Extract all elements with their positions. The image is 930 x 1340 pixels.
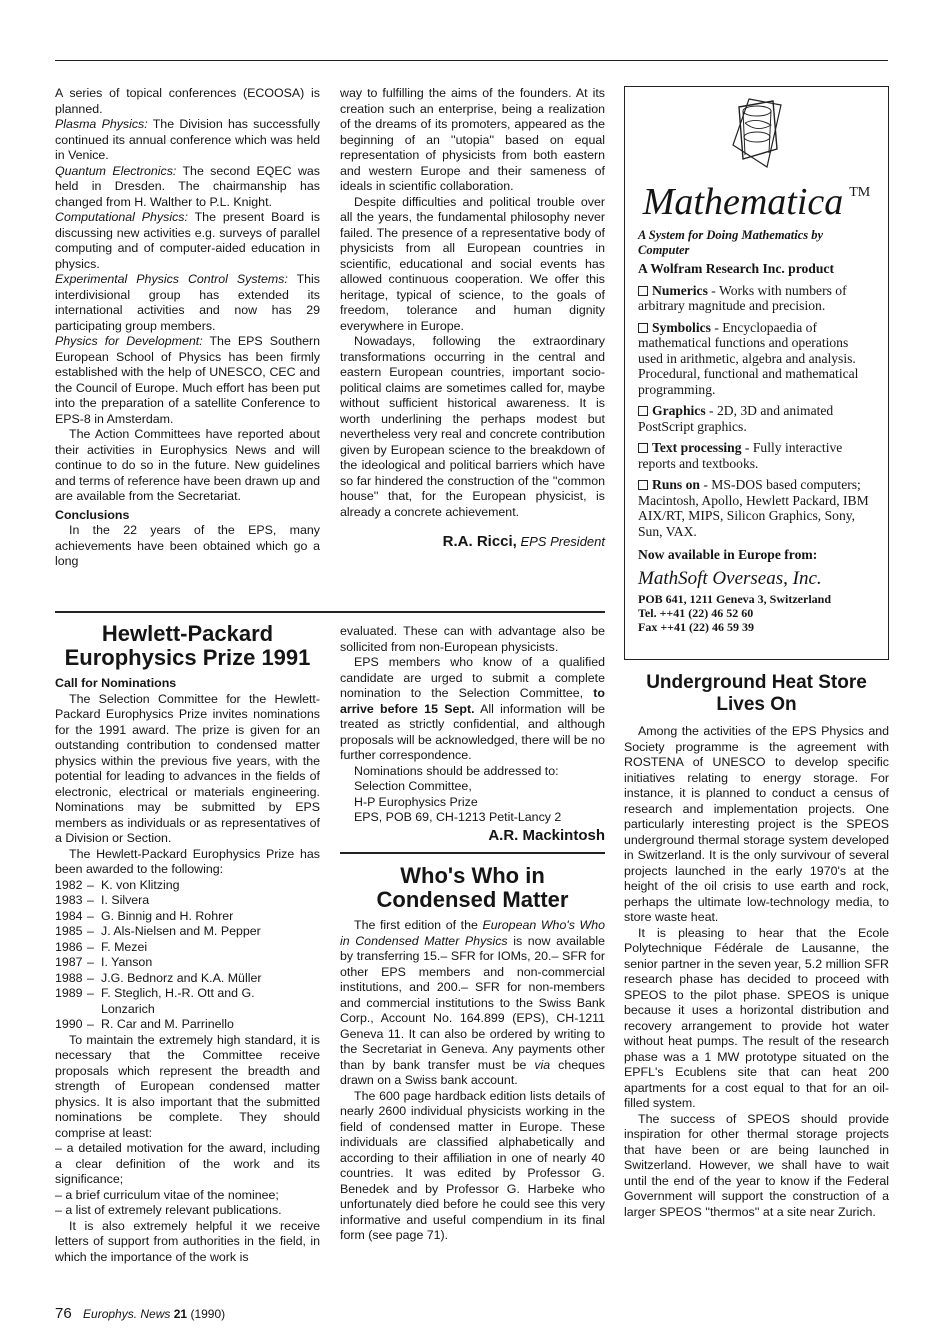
hp-c2-para-2: [340, 655, 605, 764]
address-line: EPS, POB 69, CH-1213 Petit-Lancy 2: [354, 810, 562, 824]
division-plasma: [55, 117, 320, 164]
feature-numerics: [638, 283, 875, 314]
deadline-text: to arrive before 15 Sept.: [340, 686, 605, 716]
checkbox-icon: [638, 323, 648, 333]
division-title: Experimental Physics Control Systems:: [55, 272, 288, 286]
award-row: 1985 – J. Als-Nielsen and M. Pepper: [55, 924, 261, 938]
underground-para: Among the activities of the EPS Physics and Society programme is the agreement with ROSTENA of UNESCO to develop specific initiatives relating to energy storage. For instance, it is planned to conduct a census of research and implementation projects. One particularly interesting project is the SPEOS underground thermal storage system developed in Switzerland. It is the only survivour of several projects launched in the early 1970's at the height of the oil crisis to use earth and rock, perhaps the ultimate low-technology media, to store waste heat.: [624, 724, 889, 924]
signature-name: R.A. Ricci,: [442, 533, 517, 550]
address-line: H-P Europhysics Prize: [354, 794, 478, 809]
polyhedron-logo-icon: [727, 97, 787, 171]
ad-fax: Fax ++41 (22) 46 59 39: [638, 620, 754, 634]
journal-year: (1990): [190, 1307, 226, 1321]
ad-company: A Wolfram Research Inc. product: [638, 261, 834, 276]
nomination-text: EPS members who know of a qualified candidate are urged to submit a complete nomination to the Selection Committee,: [340, 655, 605, 700]
brand-name: Mathematica: [642, 181, 844, 223]
feature-text: - MS-DOS based computers; Macintosh, Apollo, Hewlett Packard, IBM AIX/RT, MIPS, Silicon Graphics, Sony, Sun, VAX.: [638, 477, 869, 539]
underground-para: The success of SPEOS should provide inspiration for other thermal storage projects that have been or are being launched in Switzerland. However, we shall have to wait until the end of the year to know if the Federal Government will support the construction of a larger SPEOS ''thermos'' at a site near Zurich.: [624, 1111, 889, 1219]
ad-contact: [638, 592, 875, 634]
award-year: 1986: [55, 939, 83, 954]
whos-who-title: Who's Who in Condensed Matter: [376, 863, 569, 912]
president-para-1: way to fulfilling the aims of the founders. At its creation such an enterprise, being a realization of the dreams of its promoters, appeared as the beginning of an ''utopia'' based on equal representation of physicists from both eastern and western Europe and their sameness of ideals in scientific collaboration.: [340, 86, 605, 193]
feature-name: Symbolics: [652, 319, 711, 335]
hp-prize-title: Hewlett-Packard Europhysics Prize 1991: [64, 621, 311, 670]
award-year: 1984: [55, 908, 83, 923]
checkbox-icon: [638, 406, 648, 416]
hp-list-item: – a list of extremely relevant publications.: [55, 1203, 282, 1217]
underground-column: [624, 672, 889, 1220]
confidential-text: All information will be treated as strictly confidential, and although proposals will be acknowledged, there will be no further correspondence.: [340, 701, 606, 762]
hp-para-3: To maintain the extremely high standard, it is necessary that the Committee receive proposals which represent the breadth and strength of European condensed matter physics. It is also important that the submitted nominations be complete. They should comprise at least:: [55, 1032, 320, 1140]
division-computational: [55, 210, 320, 272]
division-text: The EPS Southern European School of Physics has been firmly established with the help of UNESCO, CEC and the Council of Europe. Much effort has been put into the preparation of a satellite Conference to EPS-8 in Amsterdam.: [55, 334, 320, 426]
hp-para-2: The Hewlett-Packard Europhysics Prize has been awarded to the following:: [55, 846, 320, 876]
award-name: J.G. Bednorz and K.A. Müller: [101, 970, 262, 985]
feature-text: - Works with numbers of arbitrary magnitude and precision.: [638, 282, 847, 313]
conclusions-heading: Conclusions: [55, 507, 130, 522]
feature-extra: Procedural, functional and mathematical programming.: [638, 366, 859, 397]
column-1-top: [55, 86, 320, 570]
column-2-top: [340, 86, 605, 550]
feature-symbolics: [638, 320, 875, 398]
president-para-2: Despite difficulties and political trouble over all the years, the fundamental philosophy never failed. The presence of a representative body of physicists from all European countries in scientific, educational and social events has allowed continuous cooperation. We offer this heritage, typical of science, to the goals of freedom, tolerance and human dignity everywhere in Europe.: [340, 194, 605, 333]
feature-name: Runs on: [652, 477, 700, 492]
whos-who-column: [340, 864, 605, 1244]
mathematica-ad: [624, 86, 889, 660]
feature-runs-on: [638, 477, 875, 539]
ad-telephone: Tel. ++41 (22) 46 52 60: [638, 606, 754, 620]
text-run: cheques drawn on a Swiss bank account.: [340, 1057, 605, 1087]
trademark: TM: [849, 185, 871, 200]
checkbox-icon: [638, 443, 648, 453]
text-run: The first edition of the: [354, 918, 483, 932]
award-year: 1985: [55, 924, 83, 938]
top-rule: [55, 60, 888, 61]
award-row: 1989 – F. Steglich, H.-R. Ott and G. Lonzarich: [55, 986, 320, 1017]
award-name: J. Als-Nielsen and M. Pepper: [101, 924, 261, 938]
award-row: 1990 – R. Car and M. Parrinello: [55, 1017, 234, 1031]
address-line: Selection Committee,: [354, 779, 472, 793]
division-text: The present Board is discussing new activities e.g. surveys of parallel computing and of computer-aided education in physics.: [55, 210, 320, 271]
award-name: F. Mezei: [101, 939, 148, 954]
checkbox-icon: [638, 480, 648, 490]
whos-who-para-2: The 600 page hardback edition lists details of nearly 2600 individual physicists working in the field of condensed matter in Europe. These individuals are classified alphabetically and according to their affiliation in one of nearly 40 countries. It was edited by Professor G. Benedek and by Professor G. Harbeke who unfortunately died before he could see this very informative and useful compendium in its final form (see page 71).: [340, 1088, 605, 1242]
division-title: Computational Physics:: [55, 210, 188, 224]
text-run: via: [534, 1057, 551, 1072]
hp-para-1: The Selection Committee for the Hewlett-Packard Europhysics Prize invites nominations for the 1991 award. The prize is given for an outstanding contribution to condensed matter physics within the previous five years, with the potential for leading to advances in the fields of electronic, electrical or materials engineering. Nominations may be submitted by EPS members as individuals or as representatives of a Division or Section.: [55, 691, 320, 845]
division-title: Plasma Physics:: [55, 117, 148, 131]
ad-distributor: MathSoft Overseas, Inc.: [638, 567, 822, 589]
division-text: The Division has successfully continued its annual conference which was held in Venice.: [55, 117, 320, 162]
signature-role: EPS President: [516, 534, 605, 549]
division-text: The second EQEC was held in Dresden. The chairmanship has changed from H. Walther to P.L. Knight.: [55, 163, 320, 209]
award-name: F. Steglich, H.-R. Ott and G. Lonzarich: [101, 986, 255, 1016]
award-row: 1984 – G. Binnig and H. Rohrer: [55, 908, 234, 923]
award-name: G. Binnig and H. Rohrer: [101, 908, 234, 923]
book-title: European Who's Who in Condensed Matter Physics: [340, 918, 605, 948]
award-name: I. Yanson: [101, 955, 153, 969]
awards-list: [55, 878, 320, 1033]
award-row: 1986 – F. Mezei: [55, 939, 148, 954]
ecoosa-text: A series of topical conferences (ECOOSA) is planned.: [55, 86, 320, 116]
address-lead: Nominations should be addressed to:: [354, 763, 559, 778]
award-row: 1987 – I. Yanson: [55, 955, 153, 969]
page-footer: [55, 1305, 225, 1322]
award-year: 1988: [55, 970, 83, 985]
feature-text: - Encyclopaedia of mathematical functions and operations used in arithmetic, algebra and analysis.: [638, 319, 856, 366]
feature-text: - Fully interactive reports and textbooks.: [638, 440, 843, 471]
president-signature: [340, 534, 605, 550]
award-year: 1982: [55, 877, 83, 892]
page-number: 76: [55, 1305, 72, 1322]
action-committees-text: The Action Committees have reported about their activities in Europhysics News and will continue to do so in the future. New guidelines and terms of reference have been drawn up and are available from the Secretariat.: [55, 427, 320, 503]
hp-signature: A.R. Mackintosh: [488, 826, 605, 844]
whos-who-para-1: [340, 918, 605, 1089]
award-row: 1983 – I. Silvera: [55, 893, 150, 907]
hp-prize-column-1: [55, 622, 320, 1265]
award-row: 1982 – K. von Klitzing: [55, 877, 180, 892]
award-year: 1990: [55, 1017, 83, 1031]
ad-availability: Now available in Europe from:: [638, 547, 818, 562]
division-quantum: [55, 164, 320, 211]
section-divider: [55, 611, 605, 613]
call-for-nominations: Call for Nominations: [55, 676, 177, 690]
mathematica-brand: [638, 173, 875, 222]
award-name: K. von Klitzing: [101, 877, 180, 892]
section-divider: [340, 852, 605, 854]
underground-title: Underground Heat Store Lives On: [646, 672, 867, 715]
checkbox-icon: [638, 286, 648, 296]
underground-para: It is pleasing to hear that the Ecole Polytechnique Fédérale de Lausanne, the senior partner in the seven year, 5.2 million SFR research phase has decided to proceed with SPEOS to the pilot phase. SPEOS is unique because it uses a horizontal distribution and recovery arrangement to provide hot water without heat pumps. The result of the research phase was a 1 MW prototype situated on the EPFL's Ecublens site that can heat 200 apartments for a cost equal to that for an oil-filled system.: [624, 925, 889, 1110]
hp-list-item: – a detailed motivation for the award, including a clear definition of the work and its significance;: [55, 1141, 320, 1186]
award-name: R. Car and M. Parrinello: [101, 1017, 234, 1031]
ad-tagline: A System for Doing Mathematics by Computer: [638, 228, 824, 257]
text-run: is now available by transferring 15.– SFR for IOMs, 20.– SFR for other EPS members and non-commercial institutions, and 200.– SFR for non-members and commercial institutions to the Swiss Bank Corp., Account No. 164.899 (EPS), CH-1211 Geneva 11. It can also be ordered by writing to the Secretariat in Geneva. Any payments other than by bank transfer must be: [340, 933, 605, 1072]
division-text: This interdivisional group has extended its international activities and now has 29 participating group members.: [55, 272, 320, 333]
award-year: 1989: [55, 986, 83, 1000]
feature-name: Text processing: [652, 440, 742, 455]
division-control: [55, 272, 320, 334]
ad-address: POB 641, 1211 Geneva 3, Switzerland: [638, 592, 831, 606]
journal-name: Europhys. News: [83, 1307, 171, 1321]
journal-volume: 21: [173, 1307, 188, 1321]
division-title: Quantum Electronics:: [55, 163, 177, 178]
division-development: [55, 334, 320, 427]
hp-list-item: – a brief curriculum vitae of the nominee;: [55, 1187, 279, 1202]
feature-text-processing: [638, 440, 875, 471]
award-year: 1987: [55, 955, 83, 969]
award-row: 1988 – J.G. Bednorz and K.A. Müller: [55, 970, 262, 985]
feature-text: - 2D, 3D and animated PostScript graphics.: [638, 403, 834, 434]
hp-c2-para-1: evaluated. These can with advantage also be sollicited from non-European physicists.: [340, 624, 605, 654]
president-para-3: Nowadays, following the extraordinary transformations occurring in the central and eastern European countries, important socio-political claims are sometimes called for, maybe without sufficient historical awareness. It is worth underlining the perhaps modest but nevertheless very real and concrete contribution given by European science to the breakdown of the ideological and political barriers which have so far hindered the construction of the ''common house'' that, for the European physicist, is already a concrete achievement.: [340, 334, 605, 519]
division-title: Physics for Development:: [55, 334, 203, 348]
award-name: I. Silvera: [101, 893, 150, 907]
feature-name: Numerics: [652, 282, 708, 298]
award-year: 1983: [55, 893, 83, 907]
hp-prize-column-2: [340, 624, 605, 843]
conclusions-text: In the 22 years of the EPS, many achievements have been obtained which go a long: [55, 523, 320, 568]
feature-name: Graphics: [652, 403, 706, 418]
hp-para-4: It is also extremely helpful it we receive letters of support from authorities in the field, in which the importance of the work is: [55, 1218, 320, 1264]
feature-graphics: [638, 403, 875, 434]
